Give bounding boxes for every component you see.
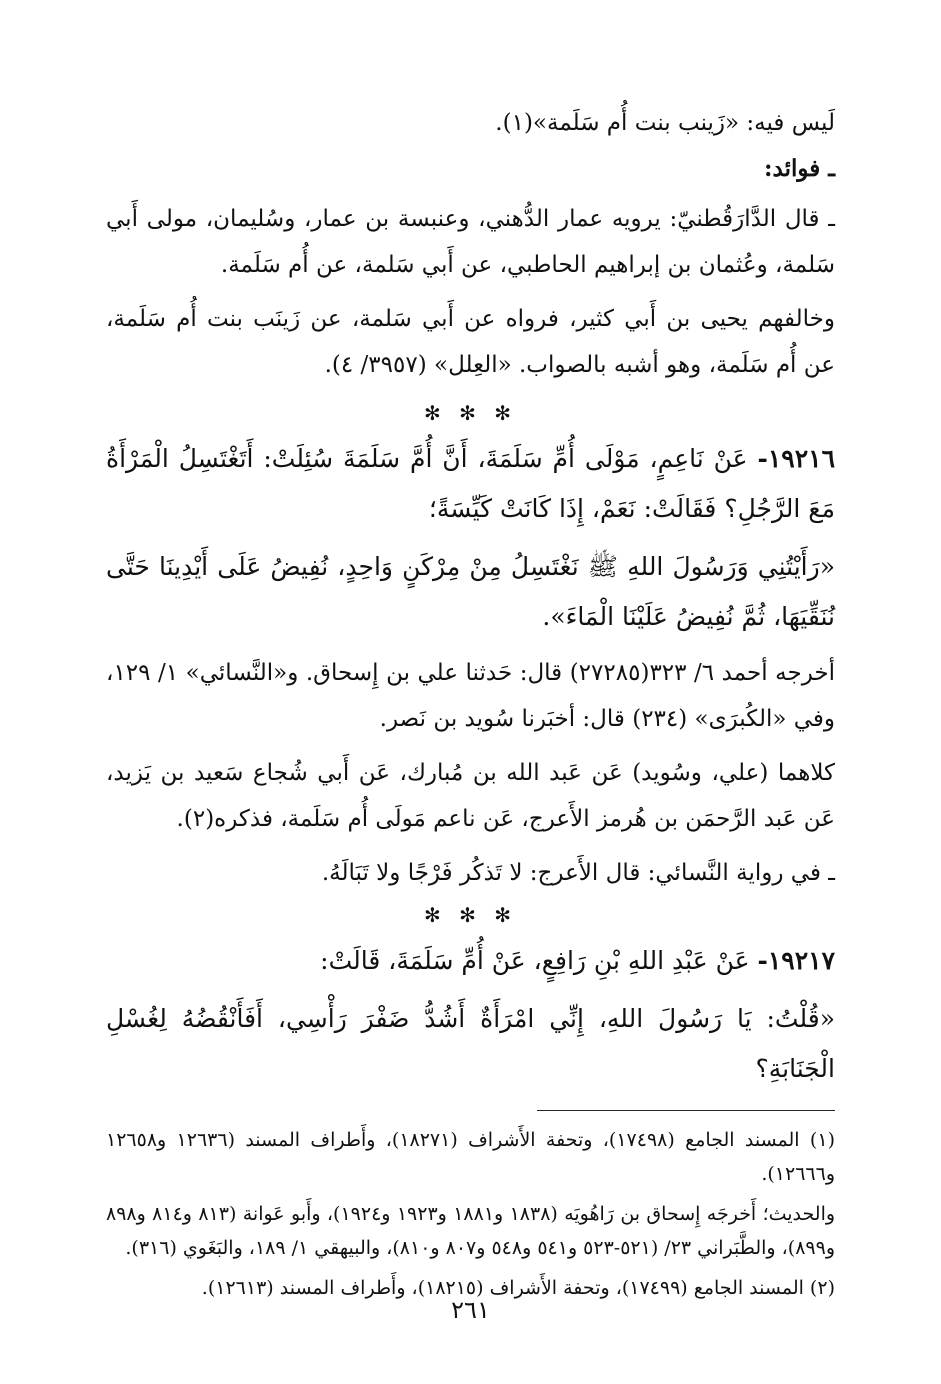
fawaid-heading: ـ فوائد: <box>764 155 835 182</box>
section-separator-stars: ✻ ✻ ✻ <box>424 401 517 425</box>
hadith-19217-matn: «قُلْتُ: يَا رَسُولَ اللهِ، إِنِّي امْرَأَةٌ أَشُدُّ ضَفْرَ رَأْسِي، أَفَأَنْقُضُهُ لِغُسْلِ الْجَنَابَةِ؟ <box>106 1004 835 1083</box>
hadith-number: ١٩٢١٧- <box>757 946 835 975</box>
hadith-text: عَنْ نَاعِمٍ، مَوْلَى أُمِّ سَلَمَةَ، أَنَّ أُمَّ سَلَمَةَ سُئِلَتْ: أَتَغْتَسِلُ الْمَرْأَةُ مَعَ الرَّجُلِ؟ فَقَالَتْ: نَعَمْ، إِذَا كَانَتْ كَيِّسَةً؛ <box>106 444 835 523</box>
hadith-text: عَنْ عَبْدِ اللهِ بْنِ رَافِعٍ، عَنْ أُمِّ سَلَمَةَ، قَالَتْ: <box>320 946 750 975</box>
khalafahum-paragraph: وخالفهم يحيى بن أَبي كثير، فرواه عن أَبي سَلمة، عن زَينَب بنت أُم سَلَمة، عن أُم سَلَمة، وهو أشبه بالصواب. «العِلل» (٣٩٥٧/ ٤). <box>106 306 835 378</box>
hadith-19217-isnad <box>106 936 835 986</box>
hadith-number: ١٩٢١٦- <box>757 444 835 473</box>
footnote-separator <box>537 1110 835 1111</box>
footnote-1: (١) المسند الجامع (١٧٤٩٨)، وتحفة الأَشراف (١٨٢٧١)، وأَطراف المسند (١٢٦٣٦ و١٢٦٥٨ و١٢٦٦٦). <box>106 1129 835 1185</box>
intro-line: لَيس فيه: «زَينب بنت أُم سَلَمة»(١). <box>495 110 835 136</box>
hadith-19216-matn: «رَأَيْتُنِي وَرَسُولَ اللهِ ﷺ نَغْتَسِلُ مِنْ مِرْكَنٍ وَاحِدٍ، نُفِيضُ عَلَى أَيْدِينَا حَتَّى نُنَقِّيَهَا، ثُمَّ نُفِيضُ عَلَيْنَا الْمَاءَ». <box>106 552 836 631</box>
takhrij-paragraph: أخرجه أحمد ٦/ ٣٢٣(٢٧٢٨٥) قال: حَدثنا علي بن إِسحاق. و«النَّسائي» ١/ ١٢٩، وفي «الكُبرَى» (٢٣٤) قال: أخبَرنا سُويد بن نَصر. <box>106 660 836 732</box>
hadith-19216-isnad <box>106 434 835 534</box>
kilahuma-paragraph: كلاهما (علي، وسُويد) عَن عَبد الله بن مُبارك، عَن أَبي شُجاع سَعيد بن يَزيد، عَن عَبد الرَّحمَن بن هُرمز الأَعرج، عَن ناعم مَولَى أُم سَلَمة، فذكره(٢). <box>106 760 835 832</box>
footnote-1-continued: والحديث؛ أَخرجَه إِسحاق بن رَاهُويَه (١٨٣٨ و١٨٨١ و١٩٢٣ و١٩٢٤)، وأَبو عَوانة (٨١٣ و٨١٤ و٨٩٨ و٨٩٩)، والطَّبَراني ٢٣/ (٥٢١-٥٢٣ و٥٤١ و٥٤٨ و٨٠٧ و٨١٠)، والبيهقي ١/ ١٨٩، والبَغَوي (٣١٦). <box>106 1203 836 1259</box>
page-number: ٢٦١ <box>451 1296 490 1324</box>
section-separator-stars: ✻ ✻ ✻ <box>424 903 517 927</box>
nasai-note: ـ في رواية النَّسائي: قال الأَعرج: لا تَذكُر فَرْجًا ولا تَبَالَهُ. <box>321 860 835 886</box>
footnote-2: (٢) المسند الجامع (١٧٤٩٩)، وتحفة الأَشراف (١٨٢١٥)، وأَطراف المسند (١٢٦١٣). <box>201 1277 835 1299</box>
daraqutni-paragraph: ـ قال الدَّارَقُطنيّ: يرويه عمار الدُّهني، وعنبسة بن عمار، وسُليمان، مولى أَبي سَلمة، وعُثمان بن إبراهيم الحاطبي، عن أَبي سَلمة، عن أُم سَلَمة. <box>106 206 835 278</box>
